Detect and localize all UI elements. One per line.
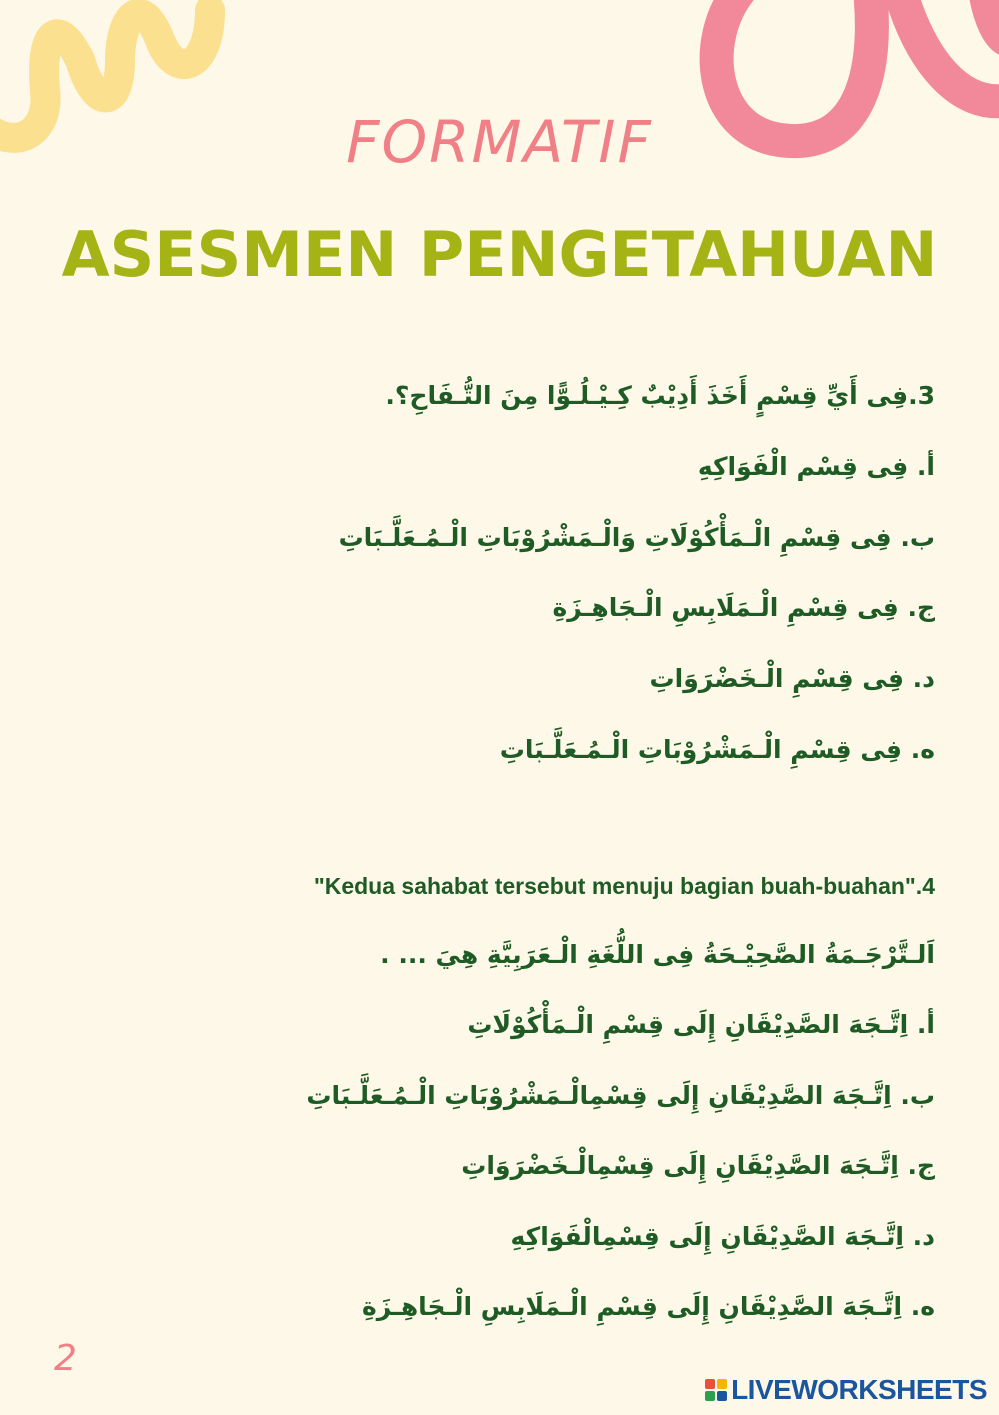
question-4-option-a: أ. اِتَّـجَهَ الصَّدِيْقَانِ إِلَى قِسْمِ الْـمَأْكُوْلَاتِ — [467, 1010, 935, 1039]
question-4-option-c: ج. اِتَّـجَهَ الصَّدِيْقَانِ إِلَى قِسْمِالْـخَضْرَوَاتِ — [461, 1151, 935, 1180]
page-title: ASESMEN PENGETAHUAN — [61, 218, 938, 291]
question-3-option-e: ه. فِى قِسْمِ الْـمَشْرُوْبَاتِ الْـمُـعَلَّـبَاتِ — [499, 735, 935, 764]
page-number: 2 — [54, 1338, 77, 1379]
question-4-option-d: د. اِتَّـجَهَ الصَّدِيْقَانِ إِلَى قِسْمِالْفَوَاكِهِ — [510, 1222, 935, 1251]
question-3-option-b: ب. فِى قِسْمِ الْـمَأْكُوْلَاتِ وَالْـمَشْرُوْبَاتِ الْـمُـعَلَّـبَاتِ — [338, 523, 935, 552]
question-3-option-a: أ. فِى قِسْم الْفَوَاكِهِ — [697, 452, 935, 481]
question-4-prompt: اَلـتَّرْجَـمَةُ الصَّحِيْـحَةُ فِى اللُّغَةِ الْـعَرَبِيَّةِ هِيَ ... . — [380, 940, 935, 969]
question-4-statement: "Kedua sahabat tersebut menuju bagian buah-buahan".4 — [313, 873, 935, 899]
formatif-subtitle: FORMATIF — [346, 108, 653, 176]
question-4-option-e: ه. اِتَّـجَهَ الصَّدِيْقَانِ إِلَى قِسْمِ الْـمَلَابِسِ الْـجَاهِـزَةِ — [361, 1292, 935, 1321]
question-4-option-b: ب. اِتَّـجَهَ الصَّدِيْقَانِ إِلَى قِسْمِالْـمَشْرُوْبَاتِ الْـمُـعَلَّـبَاتِ — [306, 1081, 935, 1110]
liveworksheets-brand[interactable] — [705, 1374, 987, 1406]
brand-name: LIVEWORKSHEETS — [731, 1374, 987, 1405]
question-3-prompt: 3.فِى أَيِّ قِسْمٍ أَخَذَ أَدِيْبٌ كِـيْـلُـوًّا مِنَ التُّـفَاحِ؟. — [385, 381, 935, 410]
question-3-option-c: ج. فِى قِسْمِ الْـمَلَابِسِ الْـجَاهِـزَةِ — [552, 593, 935, 622]
liveworksheets-logo-icon — [705, 1379, 727, 1401]
question-3-option-d: د. فِى قِسْمِ الْـخَضْرَوَاتِ — [649, 664, 935, 693]
